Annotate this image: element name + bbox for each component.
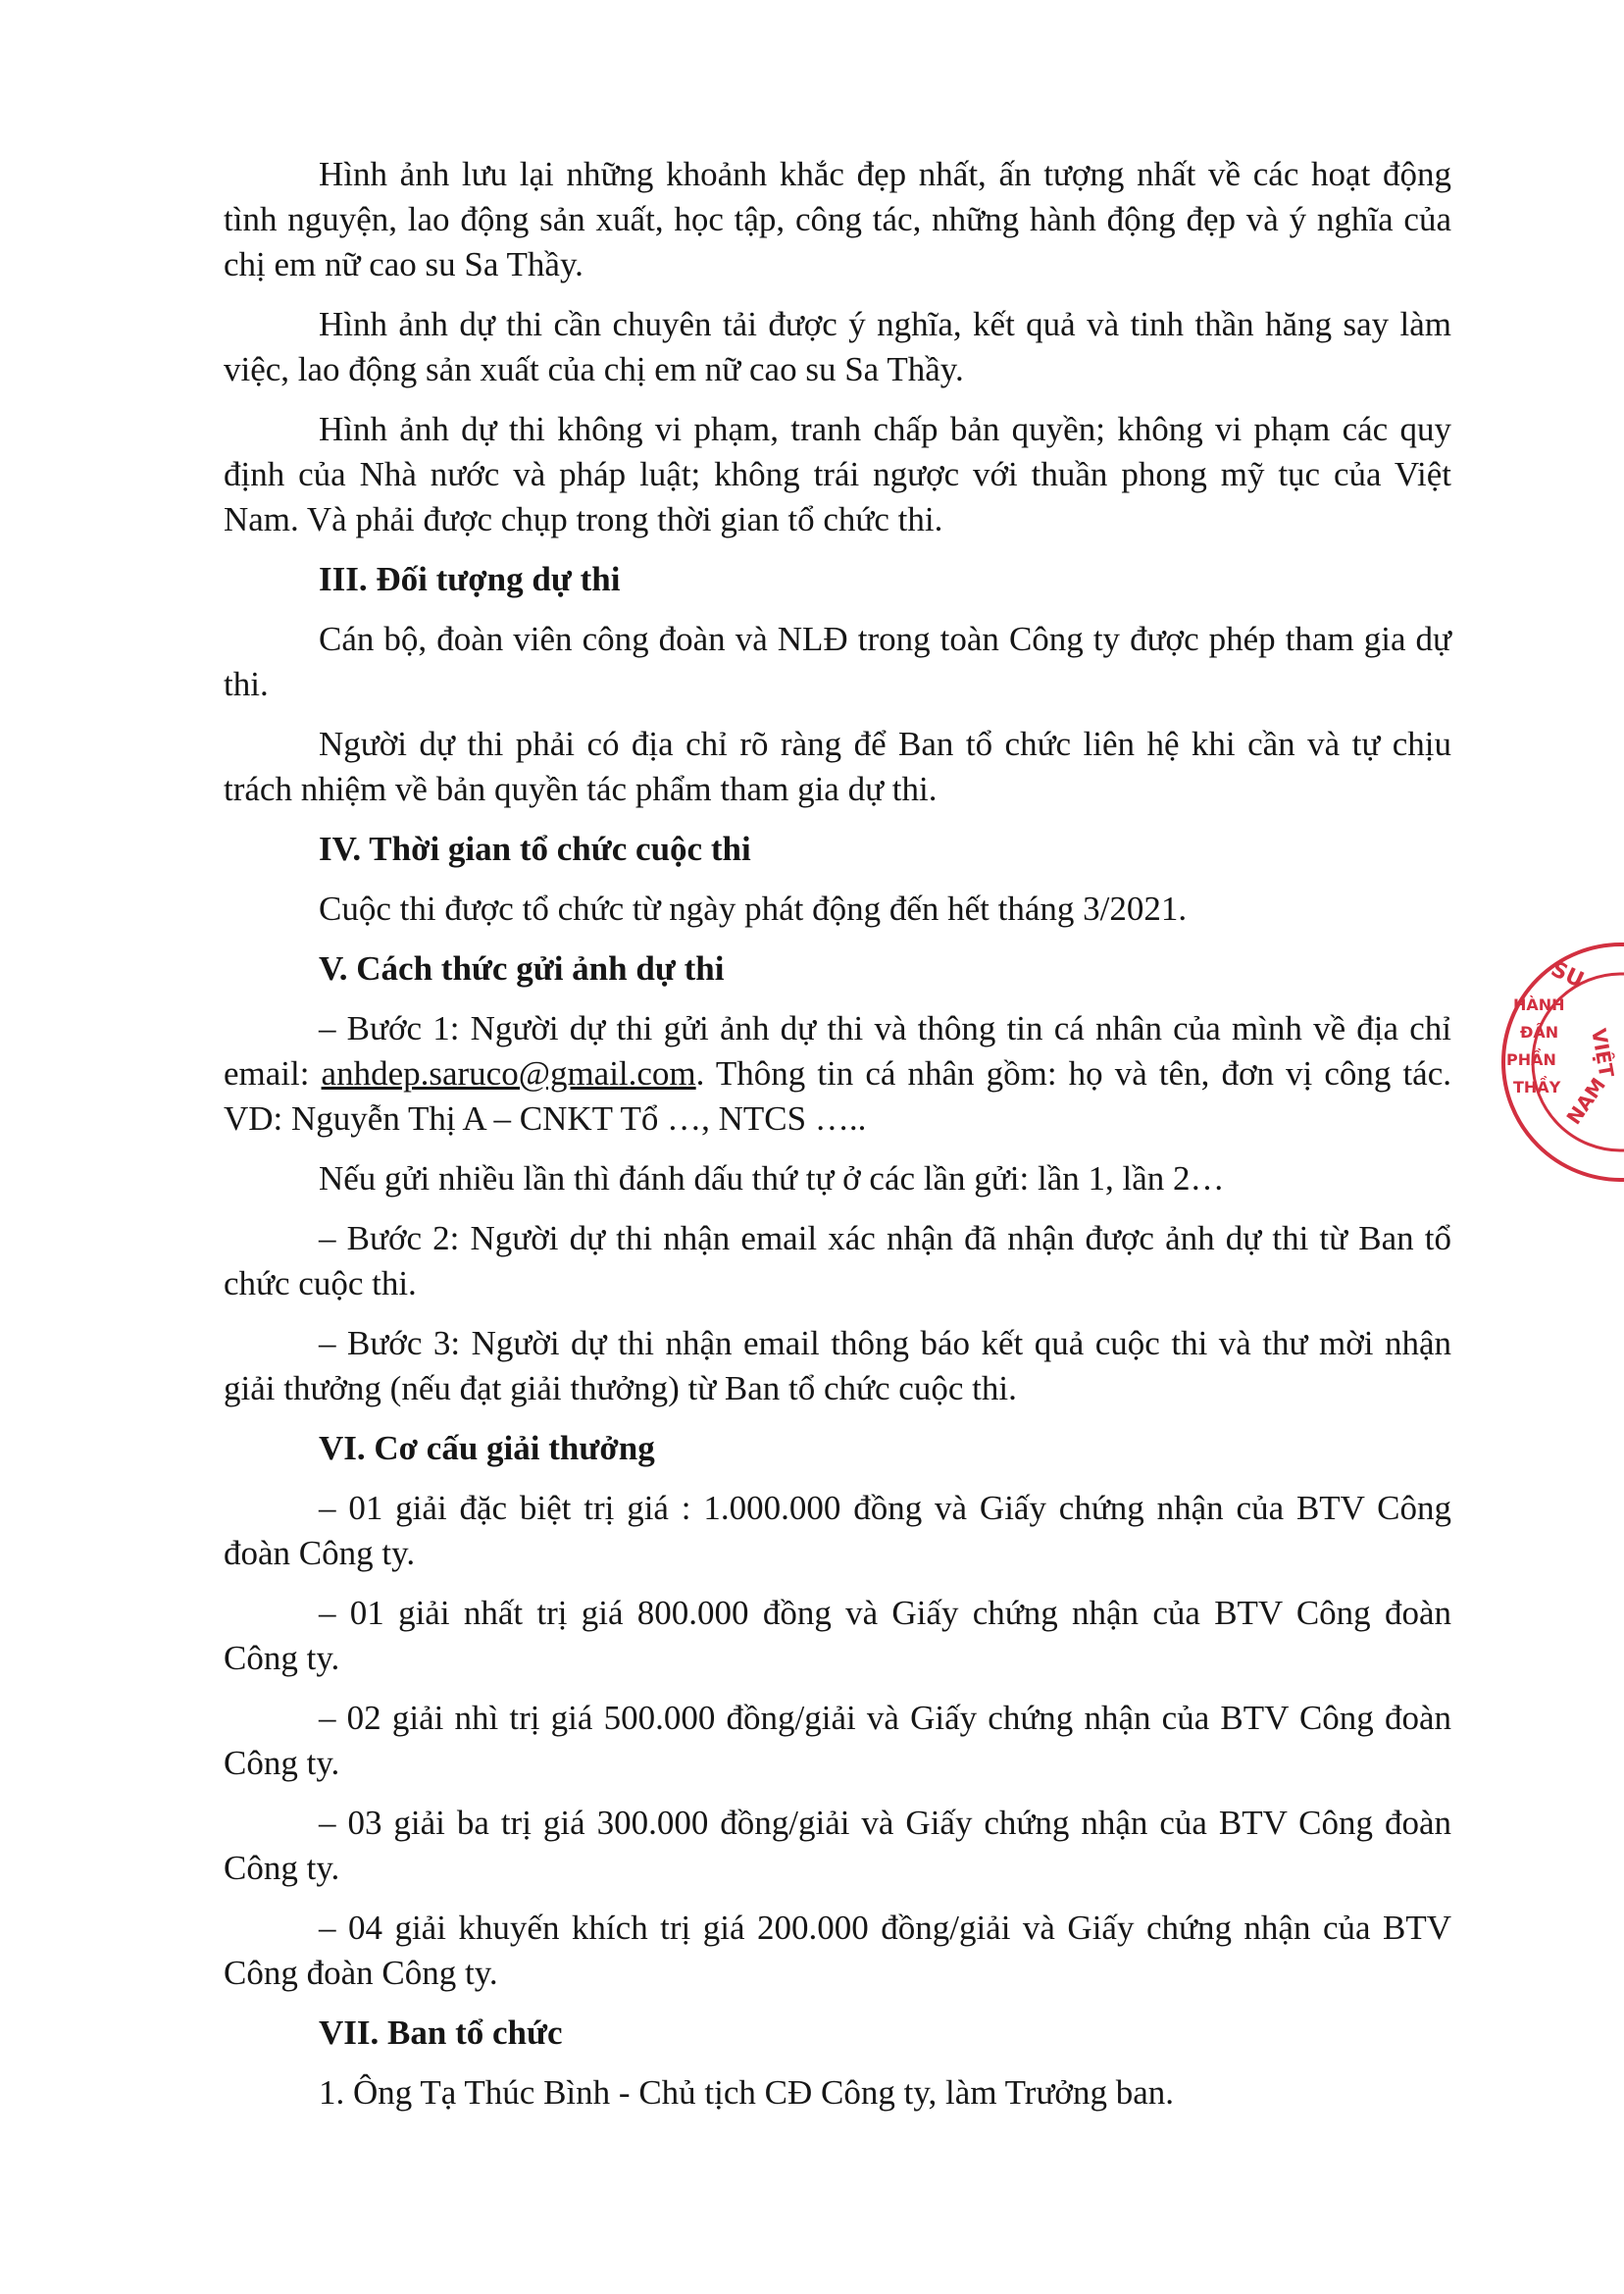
paragraph-participant-address: Người dự thi phải có địa chỉ rõ ràng để Ban tổ chức liên hệ khi cần và tự chịu trách nhiệm về bản quyền tác phẩm tham gia dự thi. <box>224 725 1451 808</box>
svg-text:NAM: NAM <box>1561 1073 1610 1129</box>
red-seal-stamp <box>1498 940 1624 1185</box>
prize-item: – 01 giải đặc biệt trị giá : 1.000.000 đồng và Giấy chứng nhận của BTV Công đoàn Công ty. <box>224 1489 1451 1572</box>
svg-text:SU: SU <box>1547 956 1588 994</box>
paragraph-multiple-submissions: Nếu gửi nhiều lần thì đánh dấu thứ tự ở các lần gửi: lần 1, lần 2… <box>319 1159 1225 1198</box>
paragraph-step-1 <box>224 1006 1451 1142</box>
section-heading-organizers: VII. Ban tổ chức <box>319 2014 563 2052</box>
section-heading-prizes: VI. Cơ cấu giải thưởng <box>319 1429 655 1467</box>
paragraph-step-3: – Bước 3: Người dự thi nhận email thông báo kết quả cuộc thi và thư mời nhận giải thưởng (nếu đạt giải thưởng) từ Ban tổ chức cuộc thi. <box>224 1324 1451 1407</box>
svg-text:PHẦN: PHẦN <box>1506 1050 1556 1069</box>
seal-icon <box>1498 940 1624 1185</box>
prize-item: – 04 giải khuyến khích trị giá 200.000 đồng/giải và Giấy chứng nhận của BTV Công đoàn Công ty. <box>224 1909 1451 1992</box>
prize-item: – 01 giải nhất trị giá 800.000 đồng và Giấy chứng nhận của BTV Công đoàn Công ty. <box>224 1594 1451 1677</box>
step-1-text: – Bước 1: Người dự thi gửi ảnh dự thi và thông tin cá nhân của mình về địa chỉ email: <box>224 1009 1451 1093</box>
paragraph-images-rules: Hình ảnh dự thi không vi phạm, tranh chấp bản quyền; không vi phạm các quy định của Nhà nước và pháp luật; không trái ngược với thuần phong mỹ tục của Việt Nam. Và phải được chụp trong thời gian tổ chức thi. <box>224 410 1451 538</box>
section-heading-participants: III. Đối tượng dự thi <box>319 560 621 598</box>
section-heading-submission: V. Cách thức gửi ảnh dự thi <box>319 949 725 988</box>
section-heading-time: IV. Thời gian tổ chức cuộc thi <box>319 830 751 868</box>
step-1-continued: . Thông tin cá nhân gồm: họ và tên, đơn vị công tác. VD: Nguyễn Thị A – CNKT Tổ …, NTCS ….. <box>224 1054 1451 1138</box>
svg-text:THẦY: THẦY <box>1513 1078 1561 1096</box>
paragraph-images-meaning: Hình ảnh dự thi cần chuyên tải được ý nghĩa, kết quả và tinh thần hăng say làm việc, lao động sản xuất của chị em nữ cao su Sa Thầy. <box>224 305 1451 388</box>
paragraph-time: Cuộc thi được tổ chức từ ngày phát động đến hết tháng 3/2021. <box>319 890 1188 928</box>
svg-text:HÀNH: HÀNH <box>1513 995 1565 1014</box>
paragraph-participants: Cán bộ, đoàn viên công đoàn và NLĐ trong toàn Công ty được phép tham gia dự thi. <box>224 620 1451 703</box>
paragraph-step-2: – Bước 2: Người dự thi nhận email xác nhận đã nhận được ảnh dự thi từ Ban tổ chức cuộc thi. <box>224 1219 1451 1302</box>
document-page <box>224 152 1451 2130</box>
paragraph-images-moments: Hình ảnh lưu lại những khoảnh khắc đẹp nhất, ấn tượng nhất về các hoạt động tình nguyện, lao động sản xuất, học tập, công tác, những hành động đẹp và ý nghĩa của chị em nữ cao su Sa Thầy. <box>224 155 1451 283</box>
prize-item: – 02 giải nhì trị giá 500.000 đồng/giải và Giấy chứng nhận của BTV Công đoàn Công ty. <box>224 1699 1451 1782</box>
prize-item: – 03 giải ba trị giá 300.000 đồng/giải và Giấy chứng nhận của BTV Công đoàn Công ty. <box>224 1804 1451 1887</box>
organizer-item: 1. Ông Tạ Thúc Bình - Chủ tịch CĐ Công ty, làm Trưởng ban. <box>319 2073 1174 2112</box>
email-link[interactable]: anhdep.saruco@gmail.com <box>321 1054 696 1093</box>
svg-text:ĐÂN: ĐÂN <box>1520 1023 1559 1042</box>
svg-text:VIỆT: VIỆT <box>1587 1026 1619 1080</box>
